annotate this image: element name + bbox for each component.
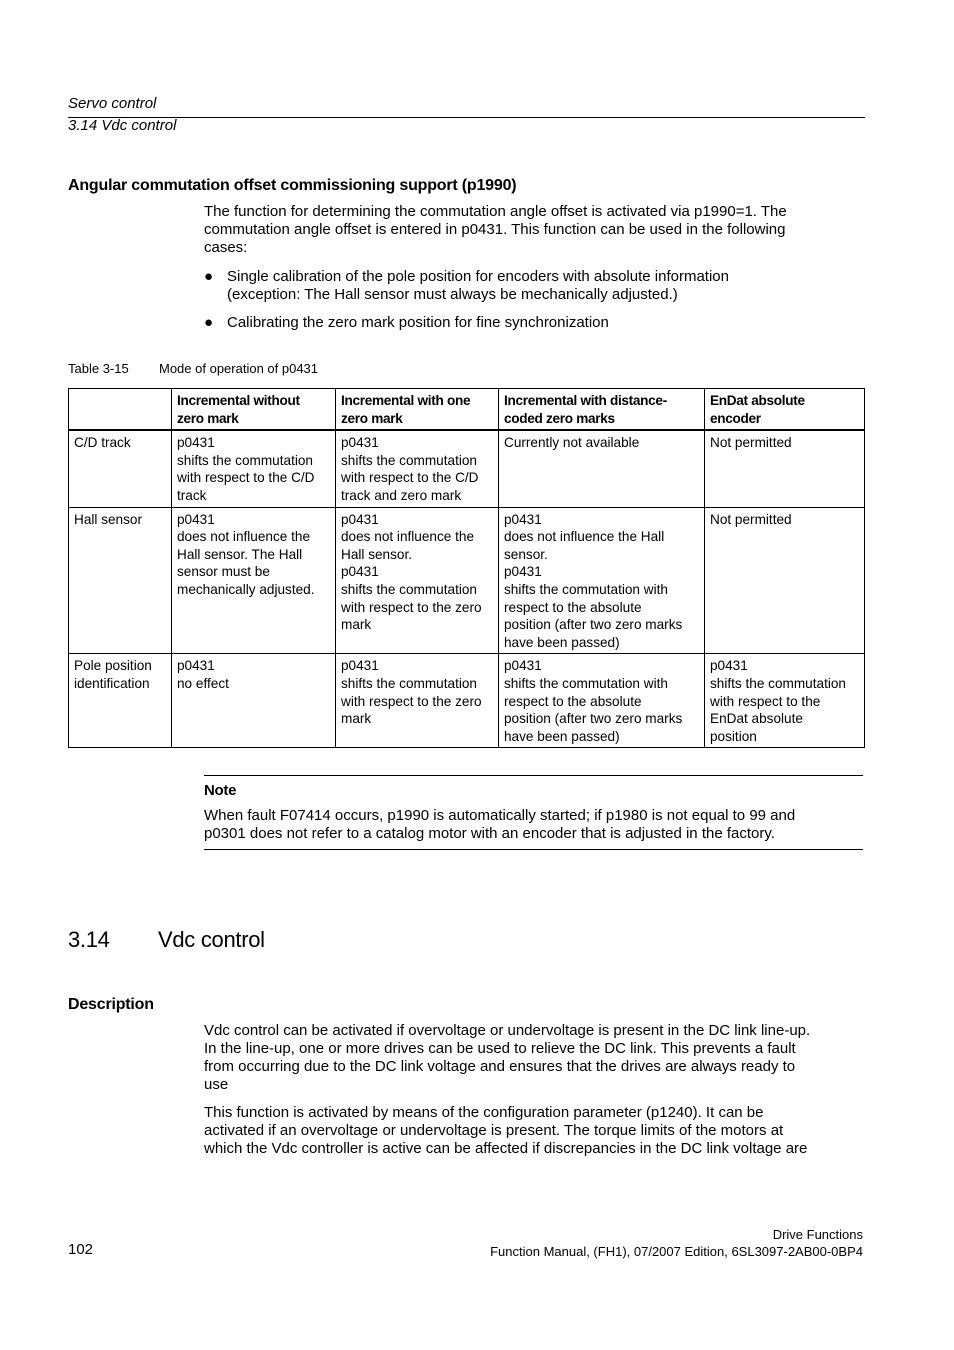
table-header-cell: Incremental with distance- coded zero marks xyxy=(499,389,705,431)
running-header-chapter: Servo control xyxy=(68,95,157,112)
header-rule xyxy=(68,117,865,118)
bullet-dot-icon: ● xyxy=(204,314,214,331)
bullet-line: Single calibration of the pole position for encoders with absolute information xyxy=(227,268,729,285)
table-row xyxy=(69,430,865,507)
table-row xyxy=(69,654,865,748)
section-title: Vdc control xyxy=(158,927,265,952)
commutation-intro xyxy=(204,203,854,257)
table-cell: Not permitted xyxy=(705,507,865,654)
p0431-mode-table xyxy=(68,388,865,748)
table-header-cell: Incremental with one zero mark xyxy=(336,389,499,431)
intro-line: commutation angle offset is entered in p0431. This function can be used in the following xyxy=(204,221,786,238)
description-paragraph-2 xyxy=(204,1104,854,1158)
table-header-row xyxy=(69,389,865,431)
para-line: use xyxy=(204,1076,229,1093)
table-cell: p0431 does not influence the Hall sensor. p0431 shifts the commutation with respect to the zero mark xyxy=(336,507,499,654)
table-cell: p0431 shifts the commutation with respect to the C/D track xyxy=(172,430,336,507)
table-caption-title: Mode of operation of p0431 xyxy=(159,361,319,376)
bullet-item xyxy=(204,268,854,308)
table-cell: p0431 shifts the commutation with respect to the zero mark xyxy=(336,654,499,748)
note-bottom-rule xyxy=(204,849,863,850)
table-cell: p0431 no effect xyxy=(172,654,336,748)
table-cell: Currently not available xyxy=(499,430,705,507)
section-number: 3.14 xyxy=(68,927,110,952)
table-cell: p0431 shifts the commutation with respect to the C/D track and zero mark xyxy=(336,430,499,507)
bullet-dot-icon: ● xyxy=(204,268,214,285)
bullet-line: Calibrating the zero mark position for fine synchronization xyxy=(227,314,609,331)
intro-line: The function for determining the commutation angle offset is activated via p1990=1. The xyxy=(204,203,787,220)
intro-line: cases: xyxy=(204,239,248,256)
table-cell: p0431 does not influence the Hall sensor. The Hall sensor must be mechanically adjusted. xyxy=(172,507,336,654)
bullet-line: (exception: The Hall sensor must always be mechanically adjusted.) xyxy=(227,286,678,303)
table-row-label: Hall sensor xyxy=(69,507,172,654)
bullet-item xyxy=(204,314,854,334)
para-line: activated if an overvoltage or undervoltage is present. The torque limits of the motors at xyxy=(204,1122,784,1139)
para-line: This function is activated by means of the configuration parameter (p1240). It can be xyxy=(204,1104,764,1121)
table-header-empty xyxy=(69,389,172,431)
footer-manual: Function Manual, (FH1), 07/2007 Edition, 6SL3097-2AB00-0BP4 xyxy=(490,1244,863,1259)
para-line: which the Vdc controller is active can be affected if discrepancies in the DC link voltage are xyxy=(204,1140,808,1157)
table-cell: p0431 shifts the commutation with respect to the absolute position (after two zero marks have been passed) xyxy=(499,654,705,748)
table-caption xyxy=(68,361,318,376)
para-line: Vdc control can be activated if overvoltage or undervoltage is present in the DC link line-up. xyxy=(204,1022,811,1039)
note-top-rule xyxy=(204,775,863,776)
footer-page-number: 102 xyxy=(68,1241,94,1258)
table-header-cell: EnDat absolute encoder xyxy=(705,389,865,431)
table-cell: p0431 does not influence the Hall sensor. p0431 shifts the commutation with respect to the absolute position (after two zero marks have been passed) xyxy=(499,507,705,654)
footer-product: Drive Functions xyxy=(772,1227,863,1242)
table-caption-number: Table 3-15 xyxy=(68,361,129,376)
table-row xyxy=(69,507,865,654)
note-body xyxy=(204,807,863,843)
section-heading xyxy=(68,927,265,953)
description-heading: Description xyxy=(68,996,154,1013)
table-row-label: Pole position identification xyxy=(69,654,172,748)
description-paragraph-1 xyxy=(204,1022,854,1094)
table-cell: Not permitted xyxy=(705,430,865,507)
note-title: Note xyxy=(204,782,237,799)
para-line: from occurring due to the DC link voltage and ensures that the drives are always ready to xyxy=(204,1058,796,1075)
table-cell: p0431 shifts the commutation with respect to the EnDat absolute position xyxy=(705,654,865,748)
commutation-heading: Angular commutation offset commissioning support (p1990) xyxy=(68,177,517,194)
running-header-section: 3.14 Vdc control xyxy=(68,117,177,134)
note-line: When fault F07414 occurs, p1990 is automatically started; if p1980 is not equal to 99 and xyxy=(204,807,796,824)
table-row-label: C/D track xyxy=(69,430,172,507)
para-line: In the line-up, one or more drives can be used to relieve the DC link. This prevents a fault xyxy=(204,1040,796,1057)
note-line: p0301 does not refer to a catalog motor with an encoder that is adjusted in the factory. xyxy=(204,825,775,842)
table-header-cell: Incremental without zero mark xyxy=(172,389,336,431)
